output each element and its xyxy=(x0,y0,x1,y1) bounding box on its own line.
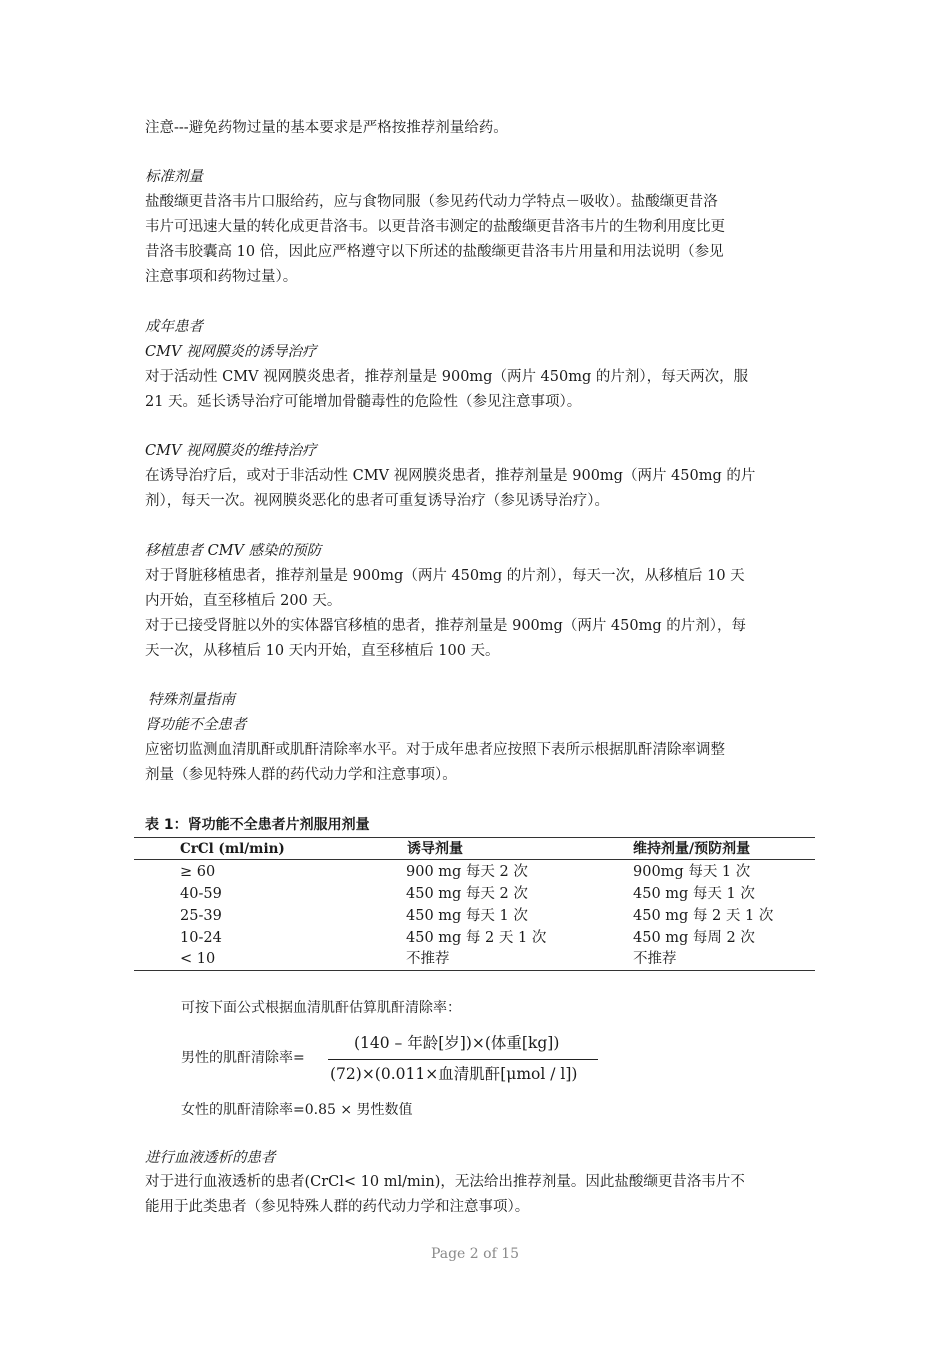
formula-denominator: (72)×(0.011×血清肌酐[μmol / l]) xyxy=(330,1065,578,1083)
standard-dose-heading: 标准剂量 xyxy=(145,169,203,185)
table-cell: 900mg 每天 1 次 xyxy=(633,864,751,880)
table-top-rule xyxy=(134,837,815,838)
paragraph-line: 剂量（参见特殊人群的药代动力学和注意事项）。 xyxy=(145,767,457,783)
paragraph-line: 应密切监测血清肌酐或肌酐清除率水平。对于成年患者应按照下表所示根据肌酐清除率调整 xyxy=(145,742,725,758)
paragraph-line: 注意事项和药物过量）。 xyxy=(145,269,298,285)
table-bottom-rule xyxy=(134,970,815,971)
table-cell: < 10 xyxy=(180,951,216,967)
renal-heading: 肾功能不全患者 xyxy=(145,717,247,733)
paragraph-line: 能用于此类患者（参见特殊人群的药代动力学和注意事项）。 xyxy=(145,1199,530,1215)
special-dose-heading: 特殊剂量指南 xyxy=(148,692,235,708)
paragraph-line: 天一次，从移植后 10 天内开始，直至移植后 100 天。 xyxy=(145,643,500,659)
paragraph-line: 21 天。延长诱导治疗可能增加骨髓毒性的危险性（参见注意事项）。 xyxy=(145,394,582,410)
paragraph-line: 昔洛韦胶囊高 10 倍，因此应严格遵守以下所述的盐酸缬更昔洛韦片用量和用法说明（参见 xyxy=(145,244,724,260)
formula-numerator: (140 – 年龄[岁])×(体重[kg]) xyxy=(354,1034,560,1052)
paragraph-line: 对于进行血液透析的患者(CrCl< 10 ml/min)，无法给出推荐剂量。因此盐酸缬更昔洛韦片不 xyxy=(145,1174,745,1190)
table-cell: ≥ 60 xyxy=(180,864,216,880)
paragraph-line: 对于肾脏移植患者，推荐剂量是 900mg（两片 450mg 的片剂），每天一次，从移植后 10 天 xyxy=(145,568,745,584)
paragraph-line: 在诱导治疗后，或对于非活动性 CMV 视网膜炎患者，推荐剂量是 900mg（两片 450mg 的片 xyxy=(145,468,756,484)
male-formula-label: 男性的肌酐清除率= xyxy=(181,1050,305,1066)
table-header-rule xyxy=(134,859,815,860)
paragraph-line: 内开始，直至移植后 200 天。 xyxy=(145,593,342,609)
table-cell: 450 mg 每天 1 次 xyxy=(406,908,528,924)
paragraph-line: 对于已接受肾脏以外的实体器官移植的患者，推荐剂量是 900mg（两片 450mg 的片剂），每 xyxy=(145,618,746,634)
paragraph-line: 对于活动性 CMV 视网膜炎患者，推荐剂量是 900mg（两片 450mg 的片剂），每天两次，服 xyxy=(145,369,749,385)
table-cell: 40-59 xyxy=(180,886,222,902)
warning-text: 注意---避免药物过量的基本要求是严格按推荐剂量给药。 xyxy=(145,120,508,136)
paragraph-line: 盐酸缬更昔洛韦片口服给药，应与食物同服（参见药代动力学特点－吸收）。盐酸缬更昔洛 xyxy=(145,194,718,210)
table-cell: 10-24 xyxy=(180,930,222,946)
paragraph-line: 韦片可迅速大量的转化成更昔洛韦。以更昔洛韦测定的盐酸缬更昔洛韦片的生物利用度比更 xyxy=(145,219,725,235)
table-cell: 25-39 xyxy=(180,908,222,924)
fraction-bar xyxy=(328,1059,598,1060)
female-formula: 女性的肌酐清除率=0.85 × 男性数值 xyxy=(181,1102,413,1118)
table-cell: 450 mg 每 2 天 1 次 xyxy=(633,908,774,924)
table-cell: 不推荐 xyxy=(633,951,677,967)
table-caption: 表 1：肾功能不全患者片剂服用剂量 xyxy=(145,817,370,833)
page-number: Page 2 of 15 xyxy=(430,1246,520,1262)
table-cell: 450 mg 每 2 天 1 次 xyxy=(406,930,547,946)
paragraph-line: 剂），每天一次。视网膜炎恶化的患者可重复诱导治疗（参见诱导治疗）。 xyxy=(145,493,609,509)
table-cell: 450 mg 每天 2 次 xyxy=(406,886,528,902)
dialysis-heading: 进行血液透析的患者 xyxy=(145,1150,276,1166)
table-header-crcl: CrCl (ml/min) xyxy=(180,841,285,857)
formula-intro: 可按下面公式根据血清肌酐估算肌酐清除率： xyxy=(181,1000,461,1016)
table-cell: 900 mg 每天 2 次 xyxy=(406,864,528,880)
prevention-heading: 移植患者 CMV 感染的预防 xyxy=(145,543,322,559)
table-header-induction: 诱导剂量 xyxy=(407,841,463,857)
maintenance-heading: CMV 视网膜炎的维持治疗 xyxy=(145,443,317,459)
induction-heading: CMV 视网膜炎的诱导治疗 xyxy=(145,344,317,360)
table-cell: 450 mg 每天 1 次 xyxy=(633,886,755,902)
table-cell: 不推荐 xyxy=(406,951,450,967)
adult-heading: 成年患者 xyxy=(145,319,203,335)
table-cell: 450 mg 每周 2 次 xyxy=(633,930,755,946)
table-header-maintenance: 维持剂量/预防剂量 xyxy=(633,841,751,857)
